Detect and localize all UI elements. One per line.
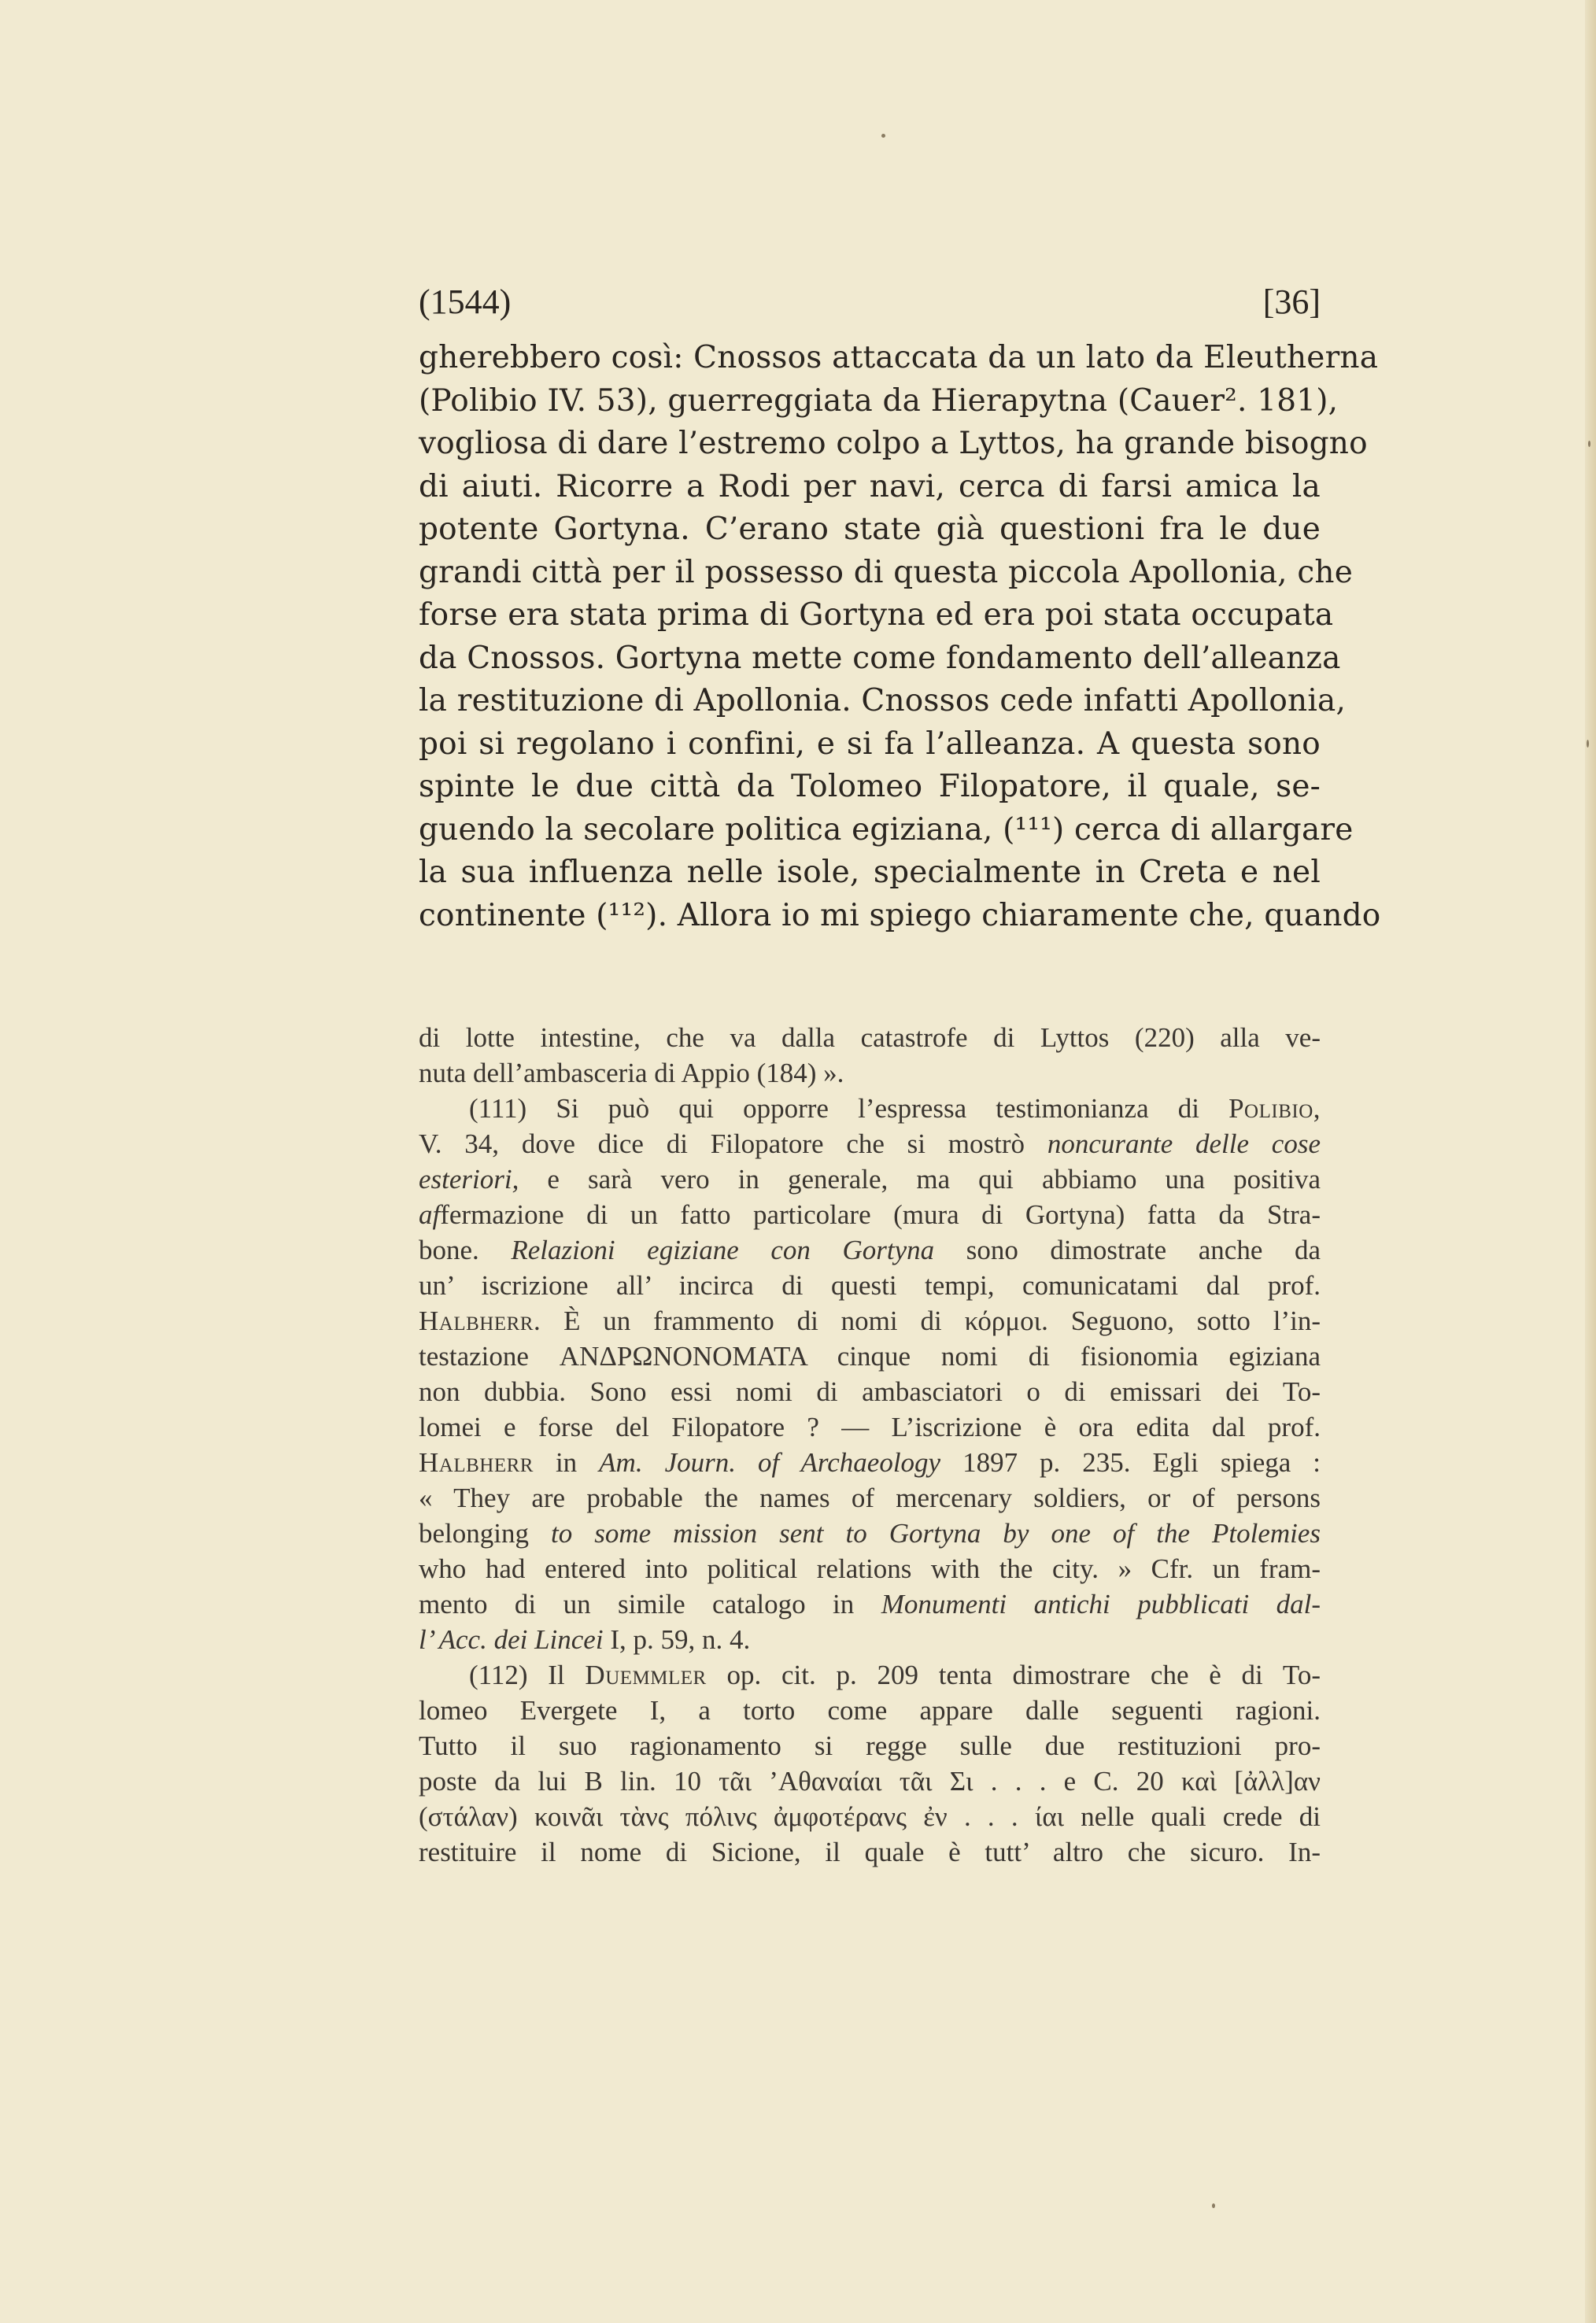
footnote-111-line xyxy=(419,1586,1321,1622)
page-header xyxy=(419,277,1321,327)
footnote-111-line xyxy=(419,1303,1321,1339)
text-line: di aiuti. Ricorre a Rodi per navi, cerca di farsi amica la xyxy=(419,468,1321,504)
page-edge xyxy=(1585,0,1596,2323)
italic-text: af xyxy=(419,1199,441,1230)
italic-text: Relazioni egiziane con Gortyna xyxy=(511,1235,935,1265)
paper-speck xyxy=(1212,2203,1215,2208)
author-name: Duemmler xyxy=(585,1660,707,1690)
footnote-text: 1897 p. 235. Egli spiega : xyxy=(940,1447,1321,1478)
author-name: Polibio, xyxy=(1228,1093,1321,1124)
footnote-111-line xyxy=(419,1445,1321,1480)
text-line: da Cnossos. Gortyna mette come fondamento dell’alleanza xyxy=(419,640,1341,676)
italic-text: Am. Journ. of Archaeology xyxy=(599,1447,941,1478)
footnote-text: belonging xyxy=(419,1518,551,1549)
footnote-111-line: non dubbia. Sono essi nomi di ambasciatori o di emissari dei To- xyxy=(419,1376,1321,1407)
text-line: guendo la secolare politica egiziana, (¹¹¹) cerca di allargare xyxy=(419,811,1354,848)
page-number-left: (1544) xyxy=(419,283,512,321)
main-text xyxy=(419,337,1381,937)
footnote-text: fermazione di un fatto particolare (mura di Gortyna) fatta da Stra- xyxy=(440,1199,1321,1230)
italic-text: noncurante delle cose xyxy=(1047,1128,1321,1159)
footnote-text: bone. xyxy=(419,1235,512,1265)
author-name: Halbherr. xyxy=(419,1306,541,1336)
paper-speck xyxy=(1587,740,1589,748)
footnote-text: e sarà vero in generale, ma qui abbiamo una positiva xyxy=(519,1164,1321,1195)
text-line: continente (¹¹²). Allora io mi spiego chiaramente che, quando xyxy=(419,897,1381,933)
footnote-text: in xyxy=(533,1447,600,1478)
text-line: potente Gortyna. C’erano state già questioni fra le due xyxy=(419,512,1321,547)
italic-text: esteriori, xyxy=(419,1164,519,1195)
footnote-text: (112) Il xyxy=(469,1660,586,1690)
footnote-line: di lotte intestine, che va dalla catastrofe di Lyttos (220) alla ve- xyxy=(419,1022,1321,1053)
footnote-112-line: lomeo Evergete I, a torto come appare dalle seguenti ragioni. xyxy=(419,1695,1321,1726)
text-line: vogliosa di dare l’estremo colpo a Lyttos, ha grande bisogno xyxy=(419,426,1368,461)
footnote-111-line xyxy=(419,1232,1321,1268)
footnote-111-line xyxy=(419,1091,1321,1126)
page-number-right: [36] xyxy=(1262,283,1321,321)
paper-speck xyxy=(1588,441,1590,447)
italic-text: l’ Acc. dei Lincei xyxy=(419,1624,604,1655)
footnote-112-line: (στάλαν) κοινᾶι τὰνς πόλινς ἀμφοτέρανς ἐν . . . ίαι nelle quali crede di xyxy=(419,1801,1321,1832)
text-line: forse era stata prima di Gortyna ed era poi stata occupata xyxy=(419,597,1334,633)
footnote-text: (111) Si può qui opporre l’espressa testimonianza di xyxy=(469,1093,1229,1124)
footnote-111-line xyxy=(419,1197,1321,1232)
footnote-111-line: un’ iscrizione all’ incirca di questi tempi, comunicatami dal prof. xyxy=(419,1270,1321,1301)
text-line: spinte le due città da Tolomeo Filopatore, il quale, se- xyxy=(419,769,1321,804)
footnote-111-line xyxy=(419,1126,1321,1162)
footnote-text: È un frammento di nomi di κόρμοι. Seguono, sotto l’in- xyxy=(541,1306,1321,1336)
footnote-112-line: poste da lui B lin. 10 τᾶι ’Αθαναίαι τᾶι Σι . . . e C. 20 καὶ [ἀλλ]αν xyxy=(419,1766,1321,1797)
text-line: grandi città per il possesso di questa piccola Apollonia, che xyxy=(419,554,1353,590)
footnote-line: nuta dell’ambasceria di Appio (184) ». xyxy=(419,1058,844,1088)
footnote-text: mento di un simile catalogo in xyxy=(419,1589,881,1619)
footnote-111-line xyxy=(419,1162,1321,1197)
footnotes xyxy=(419,1020,1321,1870)
text-line: gherebbero così: Cnossos attaccata da un lato da Eleutherna xyxy=(419,340,1379,375)
italic-text: to some mission sent to Gortyna by one of the Ptolemies xyxy=(551,1518,1321,1549)
author-name: Halbherr xyxy=(419,1447,534,1478)
footnote-111-line xyxy=(419,1622,1321,1657)
text-line: la restituzione di Apollonia. Cnossos cede infatti Apollonia, xyxy=(419,683,1347,718)
footnote-text: sono dimostrate anche da xyxy=(934,1235,1321,1265)
paper-speck xyxy=(881,134,885,138)
footnote-111-line: who had entered into political relations with the city. » Cfr. un fram- xyxy=(419,1553,1321,1584)
footnote-text: I, p. 59, n. 4. xyxy=(603,1624,751,1655)
footnote-111-line: testazione ΑΝΔΡΩΝΟΝΟΜΑΤΑ cinque nomi di fisionomia egiziana xyxy=(419,1341,1321,1372)
footnote-111-line xyxy=(419,1516,1321,1551)
footnote-111-line: « They are probable the names of mercenary soldiers, or of persons xyxy=(419,1483,1321,1513)
text-line: (Polibio IV. 53), guerreggiata da Hierapytna (Cauer². 181), xyxy=(419,382,1339,419)
text-line: poi si regolano i confini, e si fa l’alleanza. A questa sono xyxy=(419,726,1321,762)
footnote-text: op. cit. p. 209 tenta dimostrare che è di To- xyxy=(706,1660,1321,1690)
footnote-text: V. 34, dove dice di Filopatore che si mostrò xyxy=(419,1128,1047,1159)
footnote-112-line: restituire il nome di Sicione, il quale è tutt’ altro che sicuro. In- xyxy=(419,1837,1321,1867)
footnote-112-line: Tutto il suo ragionamento si regge sulle due restituzioni pro- xyxy=(419,1730,1321,1761)
italic-text: Monumenti antichi pubblicati dal- xyxy=(881,1589,1321,1619)
footnote-111-line: lomei e forse del Filopatore ? — L’iscrizione è ora edita dal prof. xyxy=(419,1412,1321,1442)
text-line: la sua influenza nelle isole, specialmente in Creta e nel xyxy=(419,855,1321,890)
footnote-112-line xyxy=(419,1657,1321,1693)
